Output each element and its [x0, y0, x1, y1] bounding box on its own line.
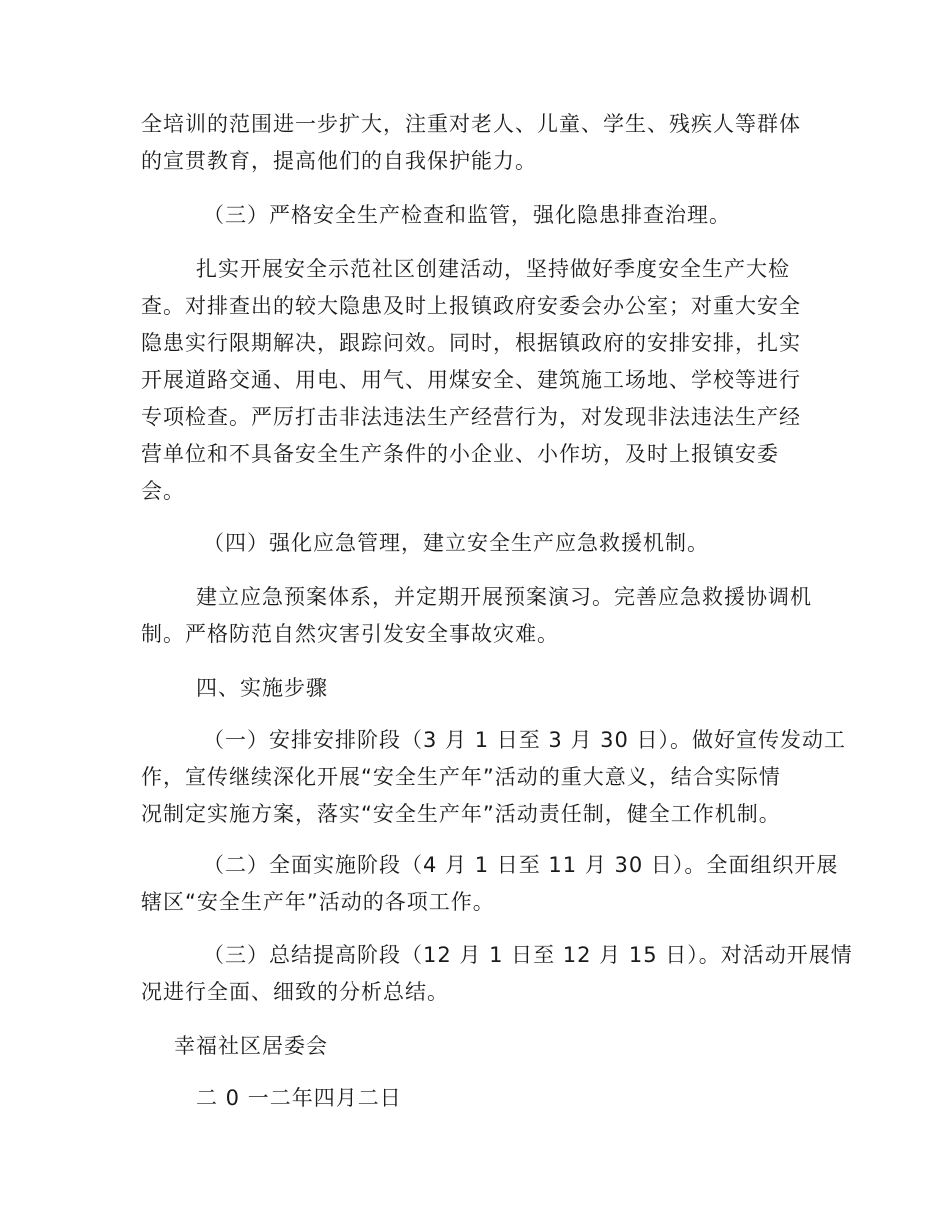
text-line: （三）总结提高阶段（12 月 1 日至 12 月 15 日）。对活动开展情 — [203, 943, 853, 967]
text-line: 况进行全面、细致的分析总结。 — [141, 980, 449, 1004]
section-title — [141, 670, 813, 707]
text-line: 扎实开展安全示范社区创建活动，坚持做好季度安全生产大检 — [196, 257, 790, 281]
text-line: （一）安排安排阶段（3 月 1 日至 3 月 30 日）。做好宣传发动工 — [203, 728, 847, 752]
heading-inspection — [141, 197, 813, 234]
text-line: 专项检查。严厉打击非法违法生产经营行为，对发现非法违法生产经 — [141, 405, 801, 429]
date-block — [141, 1080, 813, 1117]
text-line: 查。对排查出的较大隐患及时上报镇政府安委会办公室；对重大安全 — [141, 294, 801, 318]
paragraph-inspection — [141, 251, 813, 510]
text-line: 营单位和不具备安全生产条件的小企业、小作坊，及时上报镇安委 — [141, 442, 779, 466]
text-line: （二）全面实施阶段（4 月 1 日至 11 月 30 日）。全面组织开展 — [203, 853, 839, 877]
signature-text: 幸福社区居委会 — [174, 1034, 328, 1058]
text-line: 全培训的范围进一步扩大，注重对老人、儿童、学生、残疾人等群体 — [141, 112, 801, 136]
text-line: 的宣贯教育，提高他们的自我保护能力。 — [141, 149, 537, 173]
heading-text: （三）严格安全生产检查和监管，强化隐患排查治理。 — [203, 203, 731, 227]
heading-text: （四）强化应急管理，建立安全生产应急救援机制。 — [203, 531, 709, 555]
step-one — [141, 722, 847, 833]
step-two — [141, 847, 839, 921]
section-title-text: 四、实施步骤 — [196, 676, 328, 700]
text-line: 作，宣传继续深化开展“安全生产年”活动的重大意义，结合实际情 — [141, 765, 781, 789]
text-line: 隐患实行限期解决，跟踪问效。同时，根据镇政府的安排安排，扎实 — [141, 331, 801, 355]
heading-emergency — [141, 525, 813, 562]
text-line: 会。 — [141, 479, 185, 503]
text-line: 制。严格防范自然灾害引发安全事故灾难。 — [141, 622, 559, 646]
text-line: 辖区“安全生产年”活动的各项工作。 — [141, 890, 495, 914]
text-line: 开展道路交通、用电、用气、用煤安全、建筑施工场地、学校等进行 — [141, 368, 801, 392]
text-line: 建立应急预案体系，并定期开展预案演习。完善应急救援协调机 — [196, 585, 812, 609]
paragraph-training — [141, 106, 813, 180]
paragraph-emergency — [141, 579, 813, 653]
text-line: 况制定实施方案，落实“安全生产年”活动责任制，健全工作机制。 — [141, 802, 781, 826]
date-text: 二 0 一二年四月二日 — [196, 1086, 402, 1110]
step-three — [141, 937, 853, 1011]
signature-block — [141, 1028, 813, 1065]
